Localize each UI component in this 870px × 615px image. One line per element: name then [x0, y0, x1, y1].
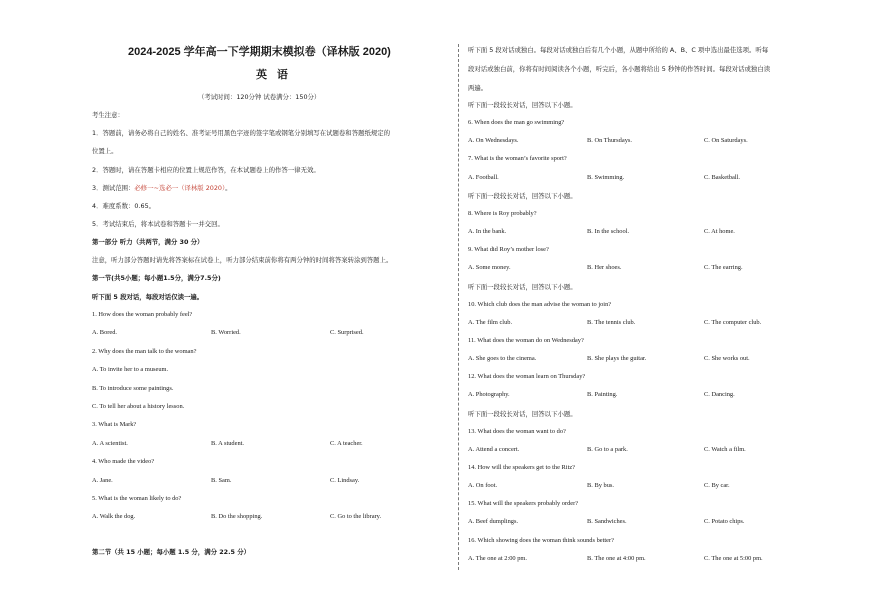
question-stem: 7. What is the woman’s favorite sport?: [468, 155, 567, 163]
notice-item-1-cont: 位置上。: [92, 147, 118, 155]
answer-option: A. Some money.: [468, 264, 511, 272]
question-stem: 3. What is Mark?: [92, 421, 137, 429]
answer-option: B. Sandwiches.: [587, 518, 627, 526]
answer-option: A. The one at 2:00 pm.: [468, 554, 527, 562]
answer-option: C. Surprised.: [330, 329, 364, 337]
section-instruction: 听下面一段较长对话，回答以下小题。: [468, 282, 577, 291]
answer-option: B. To introduce some paintings.: [92, 384, 174, 392]
answer-option: A. On foot.: [468, 482, 498, 490]
question-stem: 5. What is the woman likely to do?: [92, 495, 182, 502]
answer-option: B. A student.: [211, 439, 245, 447]
answer-option: B. Painting.: [587, 391, 618, 399]
exam-meta: （考试时间：120分钟 试卷满分：150分）: [198, 93, 321, 101]
question-stem: 14. How will the speakers get to the Ritz?: [468, 464, 576, 471]
answer-option: B. Her shoes.: [587, 264, 622, 272]
answer-option: A. Walk the dog.: [92, 513, 136, 521]
answer-option: C. She works out.: [704, 355, 750, 363]
section-instruction: 听下面一段较长对话，回答以下小题。: [468, 191, 577, 200]
test-scope: 必修一~选必一（译林版 2020）: [134, 184, 226, 192]
answer-option: C. Lindsay.: [330, 476, 360, 484]
answer-option: B. Go to a park.: [587, 445, 628, 453]
notice-heading: 考生注意：: [92, 111, 124, 119]
answer-option: B. Do the shopping.: [211, 513, 263, 521]
answer-option: B. The tennis club.: [587, 318, 636, 326]
answer-option: B. Swimming.: [587, 173, 625, 181]
notice-item-3: 3．测试范围：必修一~选必一（译林版 2020）。: [92, 184, 232, 192]
question-stem: 16. Which showing does the woman think sounds better?: [468, 536, 614, 544]
answer-option: A. In the bank.: [468, 228, 507, 236]
answer-option: A. A scientist.: [92, 439, 128, 447]
answer-option: C. By car.: [704, 482, 730, 490]
answer-option: A. To invite her to a museum.: [92, 366, 169, 374]
answer-option: C. The one at 5:00 pm.: [704, 554, 763, 562]
notice-item-2: 2．答题时，请在答题卡相应的位置上规范作答，在本试题卷上的作答一律无效。: [92, 166, 320, 174]
answer-option: B. Worried.: [211, 329, 241, 337]
answer-option: C. On Saturdays.: [704, 137, 748, 145]
answer-option: A. Beef dumplings.: [468, 518, 519, 526]
section2-intro-line2: 段对话或独白前，你将有时间阅读各个小题，听完后，各小题将给出 5 秒钟的作答时间。每段对话或独白读: [468, 65, 771, 73]
subject-title: 英 语: [256, 68, 291, 81]
answer-option: A. Attend a concert.: [468, 445, 520, 453]
section2-intro-line3: 两遍。: [468, 84, 488, 92]
question-stem: 8. Where is Roy probably?: [468, 209, 537, 217]
column-divider: [458, 44, 459, 570]
answer-option: C. A teacher.: [330, 439, 363, 447]
answer-option: C. At home.: [704, 228, 735, 236]
answer-option: C. Dancing.: [704, 391, 735, 399]
question-stem: 1. How does the woman probably feel?: [92, 311, 193, 318]
answer-option: B. In the school.: [587, 228, 630, 236]
answer-option: A. On Wednesdays.: [468, 137, 519, 145]
question-stem: 11. What does the woman do on Wednesday?: [468, 336, 584, 344]
question-stem: 6. When does the man go swimming?: [468, 119, 565, 127]
answer-option: C. The earring.: [704, 264, 743, 272]
answer-option: B. The one at 4:00 pm.: [587, 554, 646, 562]
answer-option: C. Basketball.: [704, 173, 741, 181]
answer-option: C. Go to the library.: [330, 513, 382, 521]
answer-option: C. Potato chips.: [704, 518, 745, 526]
section-instruction: 听下面一段较长对话，回答以下小题。: [468, 409, 577, 418]
answer-option: C. Watch a film.: [704, 445, 746, 453]
answer-option: A. The film club.: [468, 318, 513, 326]
notice-item-1: 1．答题前，请务必将自己的姓名、准考证号用黑色字迹的签字笔或钢笔分别填写在试题卷和答题纸规定的: [92, 129, 391, 137]
answer-option: C. The computer club.: [704, 318, 762, 326]
notice-item-4: 4．难度系数：0.65。: [92, 202, 156, 210]
answer-option: A. Jane.: [92, 476, 113, 484]
notice-item-5: 5．考试结束后，将本试卷和答题卡一并交回。: [92, 220, 224, 228]
answer-option: B. Sam.: [211, 476, 232, 484]
answer-option: C. To tell her about a history lesson.: [92, 403, 185, 410]
answer-option: B. On Thursdays.: [587, 137, 632, 145]
question-stem: 10. Which club does the man advise the woman to join?: [468, 300, 612, 308]
section1-heading: 第一节(共5小题；每小题1.5分，满分7.5分): [92, 274, 221, 282]
section-instruction: 听下面一段较长对话，回答以下小题。: [468, 101, 577, 109]
part1-heading: 第一部分 听力（共两节，满分 30 分）: [92, 238, 204, 246]
exam-title: 2024-2025 学年高一下学期期末模拟卷（译林版 2020): [128, 46, 391, 58]
answer-option: A. Bored.: [92, 329, 118, 337]
question-stem: 9. What did Roy’s mother lose?: [468, 246, 549, 254]
question-stem: 13. What does the woman want to do?: [468, 427, 566, 435]
answer-option: A. Football.: [468, 173, 499, 181]
question-stem: 4. Who made the video?: [92, 458, 155, 466]
section1-instruction: 听下面 5 段对话，每段对话仅读一遍。: [92, 293, 204, 301]
answer-option: B. By bus.: [587, 482, 614, 490]
question-stem: 2. Why does the man talk to the woman?: [92, 347, 197, 355]
section2-intro-line1: 听下面 5 段对话或独白。每段对话或独白后有几个小题，从题中所给的 A、B、C 项中选出最佳选项。听每: [468, 46, 769, 54]
answer-option: A. Photography.: [468, 391, 510, 399]
answer-option: A. She goes to the cinema.: [468, 355, 537, 363]
listening-note: 注意，听力部分答题时请先将答案标在试卷上，听力部分结束前你将有两分钟的时间将答案转涂到答题上。: [92, 256, 393, 264]
question-stem: 15. What will the speakers probably order?: [468, 500, 579, 508]
section2-heading: 第二节（共 15 小题；每小题 1.5 分，满分 22.5 分）: [92, 548, 250, 556]
answer-option: B. She plays the guitar.: [587, 355, 647, 363]
question-stem: 12. What does the woman learn on Thursday?: [468, 373, 586, 381]
